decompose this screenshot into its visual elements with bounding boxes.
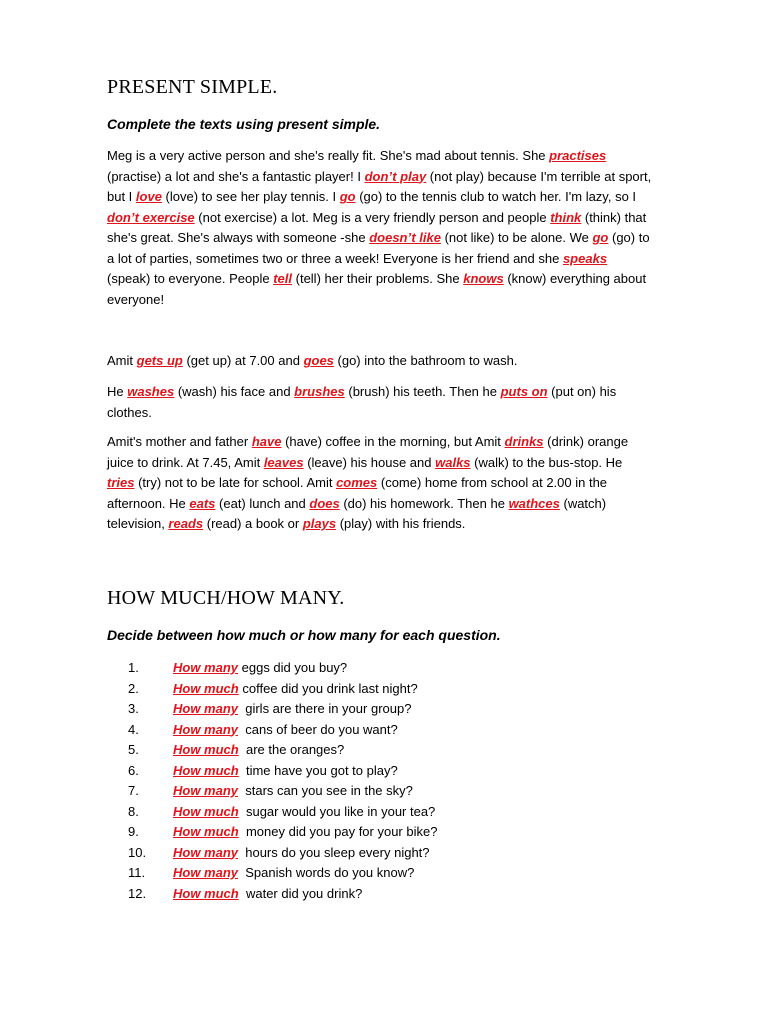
paragraph-text: (speak) to everyone. People [107,271,274,286]
answer-word: wathces [508,495,560,511]
question-text: eggs did you buy? [238,660,348,675]
question-text: stars can you see in the sky? [238,783,413,798]
question-number: 9. [128,824,139,839]
question-item [128,679,437,700]
paragraph-text: (read) a book or [203,516,303,531]
question-number: 1. [128,660,139,675]
question-text: are the oranges? [238,742,345,757]
question-text: money did you pay for your bike? [238,824,438,839]
amit-paragraph-1 [107,351,652,372]
answer-word: plays [302,516,337,531]
question-answer: How many [173,701,239,716]
question-number: 7. [128,783,139,798]
answer-word: goes [303,353,334,368]
question-text: coffee did you drink last night? [238,680,418,696]
question-item [128,761,437,782]
answer-word: gets up [136,353,183,368]
question-answer: How many [173,660,239,675]
answer-word: don’t exercise [107,209,195,225]
answer-word: knows [463,271,504,286]
question-number: 12. [128,885,147,901]
how-much-how-many-instruction: Decide between how much or how many for each question. [107,627,501,643]
question-number: 5. [128,742,139,757]
paragraph-text: (not like) to be alone. We [440,230,593,245]
question-number: 6. [128,762,139,778]
amit-paragraph-2 [107,382,652,423]
how-much-how-many-heading: HOW MUCH/HOW MANY. [107,587,345,609]
paragraph-text: (watch) television, [107,495,607,531]
answer-word: doesn’t like [369,230,441,245]
paragraph-text: (know) everything about everyone! [107,271,647,307]
question-text: time have you got to play? [238,762,398,778]
question-item [128,699,437,720]
question-answer: How much [173,762,239,778]
paragraph-text: (leave) his house and [303,454,436,470]
question-answer: How much [173,742,239,757]
paragraph-text: He [107,384,128,399]
paragraph-text: (tell) her their problems. She [292,271,464,286]
question-text: hours do you sleep every night? [238,844,430,860]
paragraph-text: Meg is a very active person and she's really fit. She's mad about tennis. She [107,148,550,163]
answer-word: comes [336,475,378,490]
present-simple-heading: PRESENT SIMPLE. [107,76,278,98]
question-answer: How much [173,824,239,839]
answer-word: tell [273,271,293,286]
answer-word: tries [107,475,135,490]
question-text: girls are there in your group? [238,701,412,716]
answer-word: practises [549,148,607,163]
answer-word: have [251,434,282,449]
question-number: 2. [128,680,139,696]
paragraph-text: (try) not to be late for school. Amit [134,475,337,490]
question-item [128,843,437,864]
question-answer: How many [173,721,239,737]
question-number: 4. [128,721,139,737]
paragraph-text: (go) into the bathroom to wash. [333,353,518,368]
paragraph-text: (eat) lunch and [215,495,310,511]
question-number: 10. [128,844,147,860]
answer-word: does [309,495,340,511]
answer-word: go [592,230,609,245]
question-item [128,658,437,679]
paragraph-text: (love) to see her play tennis. I [161,189,340,204]
paragraph-text: (think) that she's great. She's always with someone -she [107,209,647,245]
answer-word: walks [435,454,471,470]
question-answer: How many [173,783,239,798]
question-number: 3. [128,701,139,716]
question-list [128,658,437,904]
paragraph-text: (walk) to the bus-stop. He [470,454,623,470]
question-item [128,781,437,802]
question-answer: How much [173,803,239,819]
question-answer: How much [173,885,239,901]
question-item [128,884,437,905]
question-text: Spanish words do you know? [238,865,415,880]
paragraph-text: (put on) his clothes. [107,384,617,420]
answer-word: eats [189,495,216,511]
question-item [128,863,437,884]
amit-paragraph-3 [107,432,652,535]
answer-word: reads [168,516,204,531]
answer-word: go [339,189,356,204]
question-text: cans of beer do you want? [238,721,398,737]
paragraph-text: (come) home from school at 2.00 in the afternoon. He [107,475,608,511]
answer-word: drinks [504,434,544,449]
question-number: 11. [128,865,146,880]
paragraph-text: (have) coffee in the morning, but Amit [281,434,505,449]
paragraph-text: (go) to a lot of parties, sometimes two or three a week! Everyone is her friend and she [107,230,650,266]
paragraph-text: (practise) a lot and she's a fantastic player! I [107,168,365,184]
paragraph-text: (do) his homework. Then he [339,495,509,511]
answer-word: think [550,209,582,225]
paragraph-text: (not exercise) a lot. Meg is a very friendly person and people [194,209,551,225]
answer-word: washes [127,384,175,399]
question-item [128,740,437,761]
paragraph-text: (brush) his teeth. Then he [344,384,501,399]
question-item [128,802,437,823]
answer-word: leaves [263,454,304,470]
answer-word: brushes [294,384,345,399]
paragraph-text: Amit [107,353,137,368]
paragraph-text: Amit's mother and father [107,434,252,449]
present-simple-instruction: Complete the texts using present simple. [107,116,381,132]
question-number: 8. [128,803,139,819]
paragraph-text: (go) to the tennis club to watch her. I'm lazy, so I [355,189,637,204]
answer-word: speaks [562,250,608,266]
question-answer: How many [173,844,239,860]
meg-paragraph [107,146,652,310]
paragraph-text: (play) with his friends. [336,516,466,531]
question-item [128,822,437,843]
question-item [128,720,437,741]
answer-word: love [135,189,162,204]
question-text: water did you drink? [238,885,363,901]
paragraph-text: (wash) his face and [174,384,295,399]
question-answer: How much [173,680,239,696]
question-text: sugar would you like in your tea? [238,803,436,819]
question-answer: How many [173,865,239,880]
paragraph-text: (drink) orange juice to drink. At 7.45, Amit [107,434,629,470]
paragraph-text: (not play) because I'm terrible at sport, but I [107,168,652,204]
answer-word: don’t play [364,168,427,184]
paragraph-text: (get up) at 7.00 and [182,353,304,368]
answer-word: puts on [500,384,548,399]
